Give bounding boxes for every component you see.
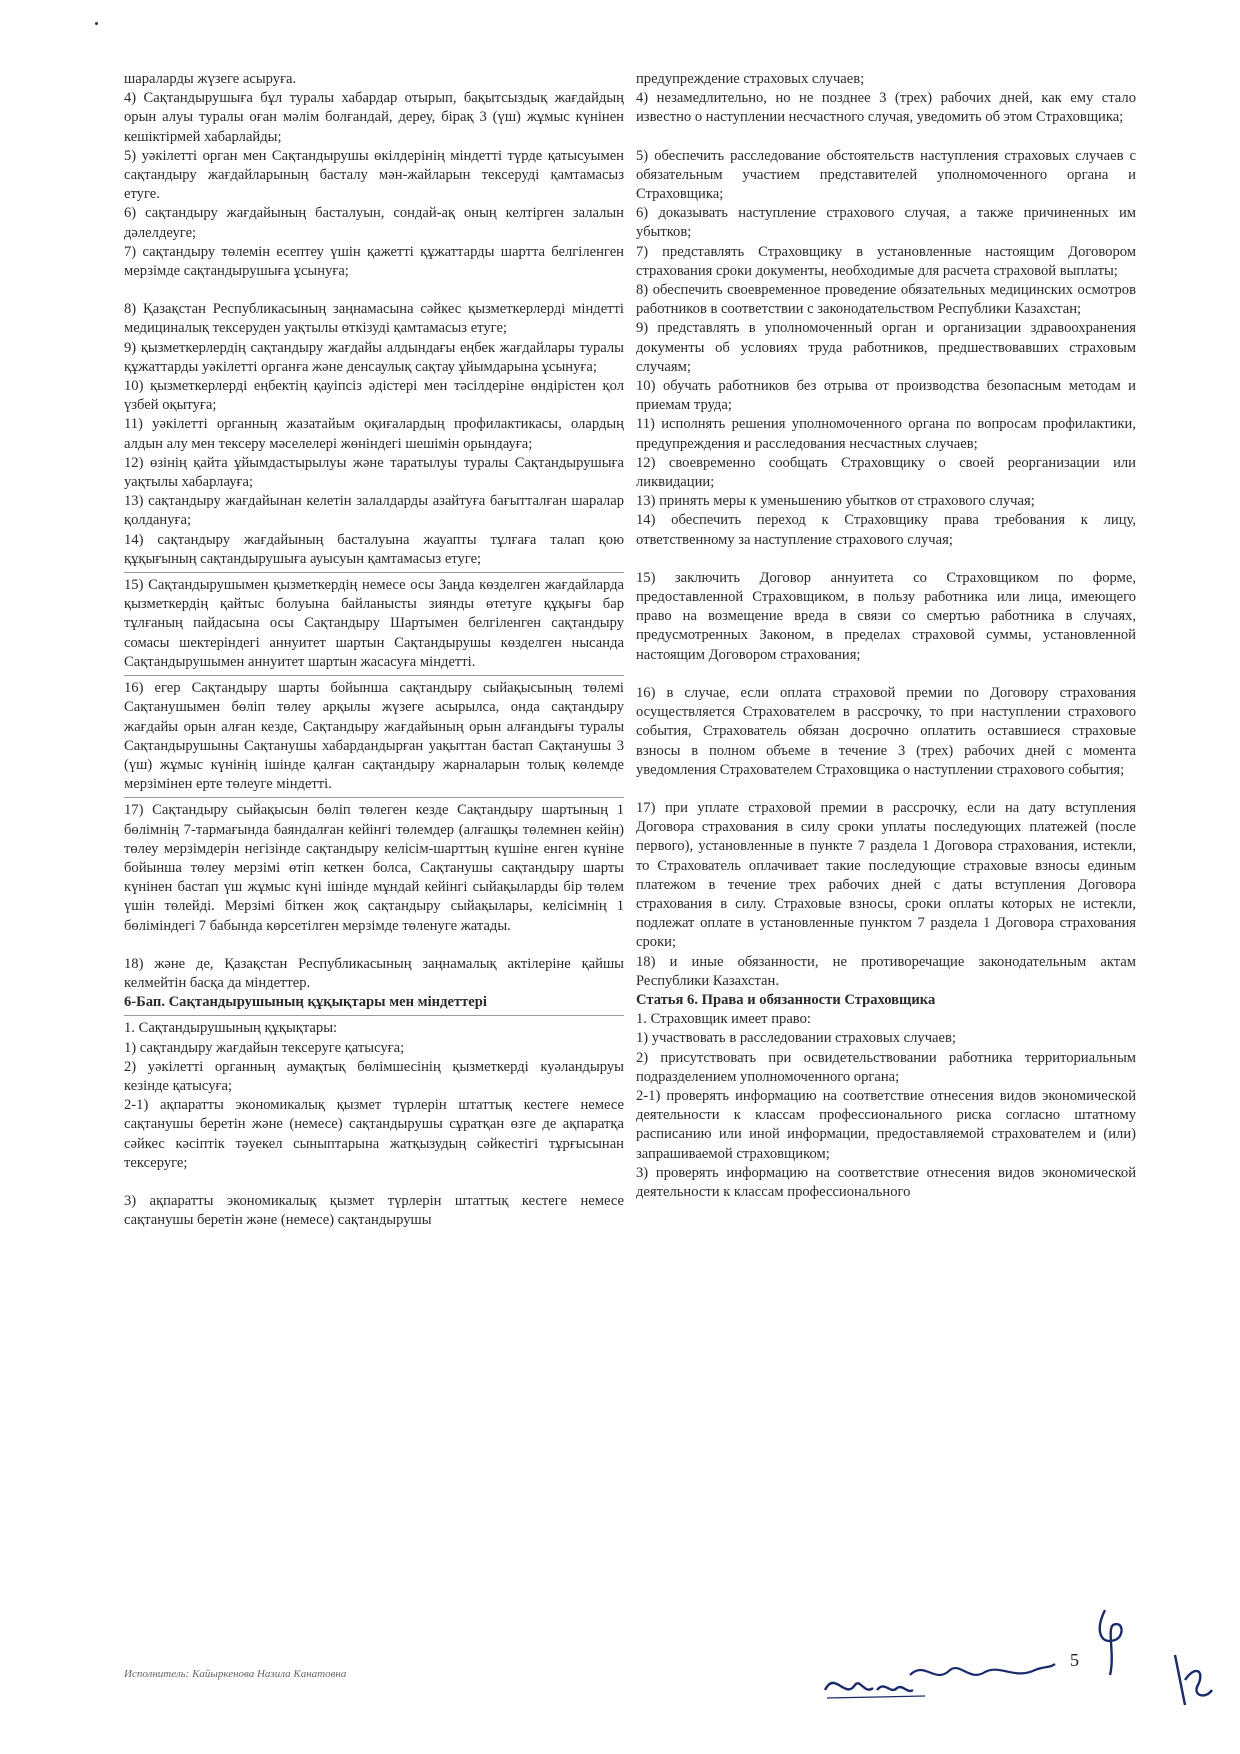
kz-after-4: 3) ақпаратты экономикалық қызмет түрлерін штаттық кестеге немесе сақтанушы беретін және (немесе) сақтандырушы bbox=[124, 1192, 624, 1229]
ru-para-0: предупреждение страховых случаев; bbox=[636, 71, 865, 87]
kz-article-heading: 6-Бап. Сақтандырушының құқықтары мен міндеттері bbox=[124, 994, 487, 1011]
kz-para-2: 5) уәкілетті орган мен Сақтандырушы өкілдерінің міндетті түрде қатысуымен сақтандыру жағдайларының басталу мән-жайларын тексеруді қамтамасыз етуге. bbox=[124, 147, 624, 203]
kz-divider bbox=[124, 797, 624, 798]
kz-para-15: 18) және де, Қазақстан Республикасының заңнамалық актілеріне қайшы келмейтін басқа да міндеттер. bbox=[124, 955, 624, 991]
kz-para-12: 15) Сақтандырушымен қызметкердің немесе осы Заңда көзделген жағдайларда қызметкердің қайтыс болуына байланысты зиянды өтетуге құқығы бар тұлғаның пайдасына осы Сақтандыру Шартымен белгіленген сақтандыру сомасы шектеріндегі аннуитет шартын Сақтандырушы көзделген нысанда Сақтандырушымен аннуитет шартын жасасуға міндетті. bbox=[124, 577, 624, 670]
kz-para-0: шараларды жүзеге асыруға. bbox=[124, 71, 297, 87]
ru-para-6: 9) представлять в уполномоченный орган и организации здравоохранения документы об условиях труда работников, предшествовавших страховым случаям; bbox=[636, 320, 1136, 375]
kz-para-4: 7) сақтандыру төлемін есептеу үшін қажетті құжаттарды шартта белгіленген мерзімде сақтандырушыға ұсынуға; bbox=[124, 243, 624, 280]
kz-para-8: 11) уәкілетті органның жазатайым оқиғалардың профилактикасы, олардың алдын алу мен тексеру мәселелері жөніндегі шешімін орындауға; bbox=[124, 416, 624, 452]
kz-para-13: 16) егер Сақтандыру шарты бойынша сақтандыру сыйақысының төлемі Сақтанушымен бөліп төлеу арқылы жүзеге асырылса, онда сақтандыру жағдайы орын алған кезде, Сақтандыру жағдайының орын алғандығы туралы Сақтандырушыны Сақтанушы хабардандырған уақыттан бастап Сақтанушы 3 (үш) жұмыс күнінің ішінде қалған сақтандыру жарналарын толық көлемде мерзімінен ерте төлеуге міндетті. bbox=[124, 680, 624, 793]
ru-article-heading: Статья 6. Права и обязанности Страховщика bbox=[636, 991, 936, 1008]
ru-para-2: 5) обеспечить расследование обстоятельств наступления страховых случаев с обязательным участием представителей уполномоченного органа и Страховщика; bbox=[636, 147, 1136, 203]
ru-after-0: 1. Страховщик имеет право: bbox=[636, 1011, 811, 1028]
ru-after-2: 2) присутствовать при освидетельствовании работника территориальным подразделением уполномоченного органа; bbox=[636, 1049, 1136, 1085]
kz-after-0: 1. Сақтандырушының құқықтары: bbox=[124, 1020, 338, 1037]
kz-para-7: 10) қызметкерлерді еңбектің қауіпсіз әдістері мен тәсілдеріне өндірістен қол үзбей оқытуға; bbox=[124, 378, 624, 414]
ru-after-3: 2-1) проверять информацию на соответствие отнесения видов экономической деятельности к классам профессионального риска согласно штатному расписанию или иной информации, предоставляемой страхователем и (или) запрашиваемой страховщиком; bbox=[636, 1087, 1136, 1162]
ru-para-15: 18) и иные обязанности, не противоречащие законодательным актам Республики Казахстан. bbox=[636, 953, 1136, 989]
kz-divider bbox=[124, 1015, 624, 1016]
kz-para-6: 9) қызметкерлердің сақтандыру жағдайы алдындағы еңбек жағдайлары туралы құжаттарды уәкілетті органға және денсаулық сақтау ұйымдарына ұсынуға; bbox=[124, 339, 624, 375]
ru-para-7: 10) обучать работников без отрыва от производства безопасным методам и приемам труда; bbox=[636, 378, 1136, 414]
signature-3 bbox=[1085, 1600, 1145, 1680]
kz-after-2: 2) уәкілетті органның аумақтық бөлімшесінің қызметкерді куәландыруы кезінде қатысуға; bbox=[124, 1058, 624, 1094]
ru-para-12: 15) заключить Договор аннуитета со Страховщиком по форме, предоставленной Страховщиком, в пользу работника или лица, имеющего право на возмещение вреда в связи со смертью работника в случаях, предусмотренных Законом, в пределах страховой суммы, установленной настоящим Договором страхования; bbox=[636, 569, 1136, 663]
kz-divider bbox=[124, 675, 624, 676]
russian-column bbox=[636, 70, 1136, 1202]
ru-para-8: 11) исполнять решения уполномоченного органа по вопросам профилактики, предупреждения и расследования несчастных случаев; bbox=[636, 416, 1136, 452]
kz-after-1: 1) сақтандыру жағдайын тексеруге қатысуға; bbox=[124, 1039, 405, 1056]
signature-4 bbox=[1160, 1645, 1220, 1715]
kz-para-11: 14) сақтандыру жағдайының басталуына жауапты тұлғаға талап қою құқығының сақтандырушыға ауысуын қамтамасыз етуге; bbox=[124, 531, 624, 567]
executor-footer: Исполнитель: Кайыркенова Назила Канатовна bbox=[124, 1668, 347, 1680]
kz-para-14: 17) Сақтандыру сыйақысын бөліп төлеген кезде Сақтандыру шартының 1 бөлімнің 7-тармағында баяндалған кейінгі төлемдер (алғашқы төлемнен кейін) төлеу мерзімдерін негізінде сақтандыру келісім-шарттың күшіне енген күніне бойынша төлеу мерзімі өтіп кеткен болса, Сақтанушы сақтандыру шарты күнінен бастап үш жұмыс күні ішінде мұндай кейінгі сыйақыларды бір төлем үшін төлейді. Мерзімі біткен жоқ сақтандыру сыйақылары, келісімнің 1 бөліміндегі 7 бабында көрсетілген мерзімде төленуге жатады. bbox=[124, 802, 624, 934]
page-number: 5 bbox=[1070, 1650, 1079, 1670]
kazakh-column bbox=[124, 70, 624, 1230]
ru-para-14: 17) при уплате страховой премии в рассрочку, если на дату вступления Договора страхования в силу сроки уплаты последующих платежей (после первого), установленные в пункте 7 раздела 1 Договора страхования, истекли, то Страхователь оплачивает такие последующие страховые взносы единым платежом в течение трех рабочих дней с даты вступления Договора страхования в силу. Страховые взносы, сроки оплаты которых не истекли, подлежат оплате в установленные пунктом 7 раздела 1 Договора страхования сроки; bbox=[636, 799, 1136, 951]
scan-speck bbox=[95, 22, 98, 25]
kz-para-3: 6) сақтандыру жағдайының басталуын, сондай-ақ оның келтірген залалын дәлелдеуге; bbox=[124, 205, 624, 241]
ru-para-10: 13) принять меры к уменьшению убытков от страхового случая; bbox=[636, 493, 1035, 510]
ru-after-1: 1) участвовать в расследовании страховых случаев; bbox=[636, 1030, 956, 1047]
kz-after-3: 2-1) ақпаратты экономикалық қызмет түрлерін штаттық кестеге немесе сақтанушы беретін және (немесе) сақтандырушы сұратқан өзге де ақпаратқа сәйкес кәсіптік тәуекел сыныптарына жатқызудың сәйкестігі тұрғысынан тексеруге; bbox=[124, 1097, 624, 1171]
kz-divider bbox=[124, 572, 624, 573]
kz-para-9: 12) өзінің қайта ұйымдастырылуы және таратылуы туралы Сақтандырушыға уақтылы хабарлауға; bbox=[124, 454, 624, 491]
kz-para-10: 13) сақтандыру жағдайынан келетін залалдарды азайтуға бағытталған шаралар қолдануға; bbox=[124, 493, 624, 529]
ru-after-4: 3) проверять информацию на соответствие отнесения видов экономической деятельности к классам профессионального bbox=[636, 1164, 1136, 1200]
ru-para-3: 6) доказывать наступление страхового случая, а также причиненных им убытков; bbox=[636, 205, 1136, 241]
ru-para-11: 14) обеспечить переход к Страховщику права требования к лицу, ответственному за наступление страхового случая; bbox=[636, 512, 1136, 548]
ru-para-5: 8) обеспечить своевременное проведение обязательных медицинских осмотров работников в соответствии с законодательством Республики Казахстан; bbox=[636, 282, 1136, 318]
ru-para-9: 12) своевременно сообщать Страховщику о своей реорганизации или ликвидации; bbox=[636, 454, 1136, 491]
ru-para-13: 16) в случае, если оплата страховой премии по Договору страхования осуществляется Страхователем в рассрочку, то при наступлении страхового события, Страхователь обязан досрочно оплатить оставшиеся страховые взносы в полном объеме в течение 3 (трех) рабочих дней с момента уведомления Страхователем Страховщика о наступлении страхового события; bbox=[636, 684, 1136, 778]
signature-2 bbox=[900, 1640, 1060, 1700]
kz-para-1: 4) Сақтандырушыға бұл туралы хабардар отырып, бақытсыздық жағдайдың орын алуы туралы оған мәлім болғандай, дереу, бірақ 3 (үш) жұмыс күнінен кешіктірмей хабарлайды; bbox=[124, 90, 624, 145]
ru-para-1: 4) незамедлительно, но не позднее 3 (трех) рабочих дней, как ему стало известно о наступлении несчастного случая, уведомить об этом Страховщика; bbox=[636, 90, 1136, 126]
kz-para-5: 8) Қазақстан Республикасының заңнамасына сәйкес қызметкерлерді міндетті медициналық тексеруден уақтылы өткізуді қамтамасыз етуге; bbox=[124, 301, 624, 337]
ru-para-4: 7) представлять Страховщику в установленные настоящим Договором страхования сроки документы, необходимые для расчета страховой выплаты; bbox=[636, 243, 1136, 279]
